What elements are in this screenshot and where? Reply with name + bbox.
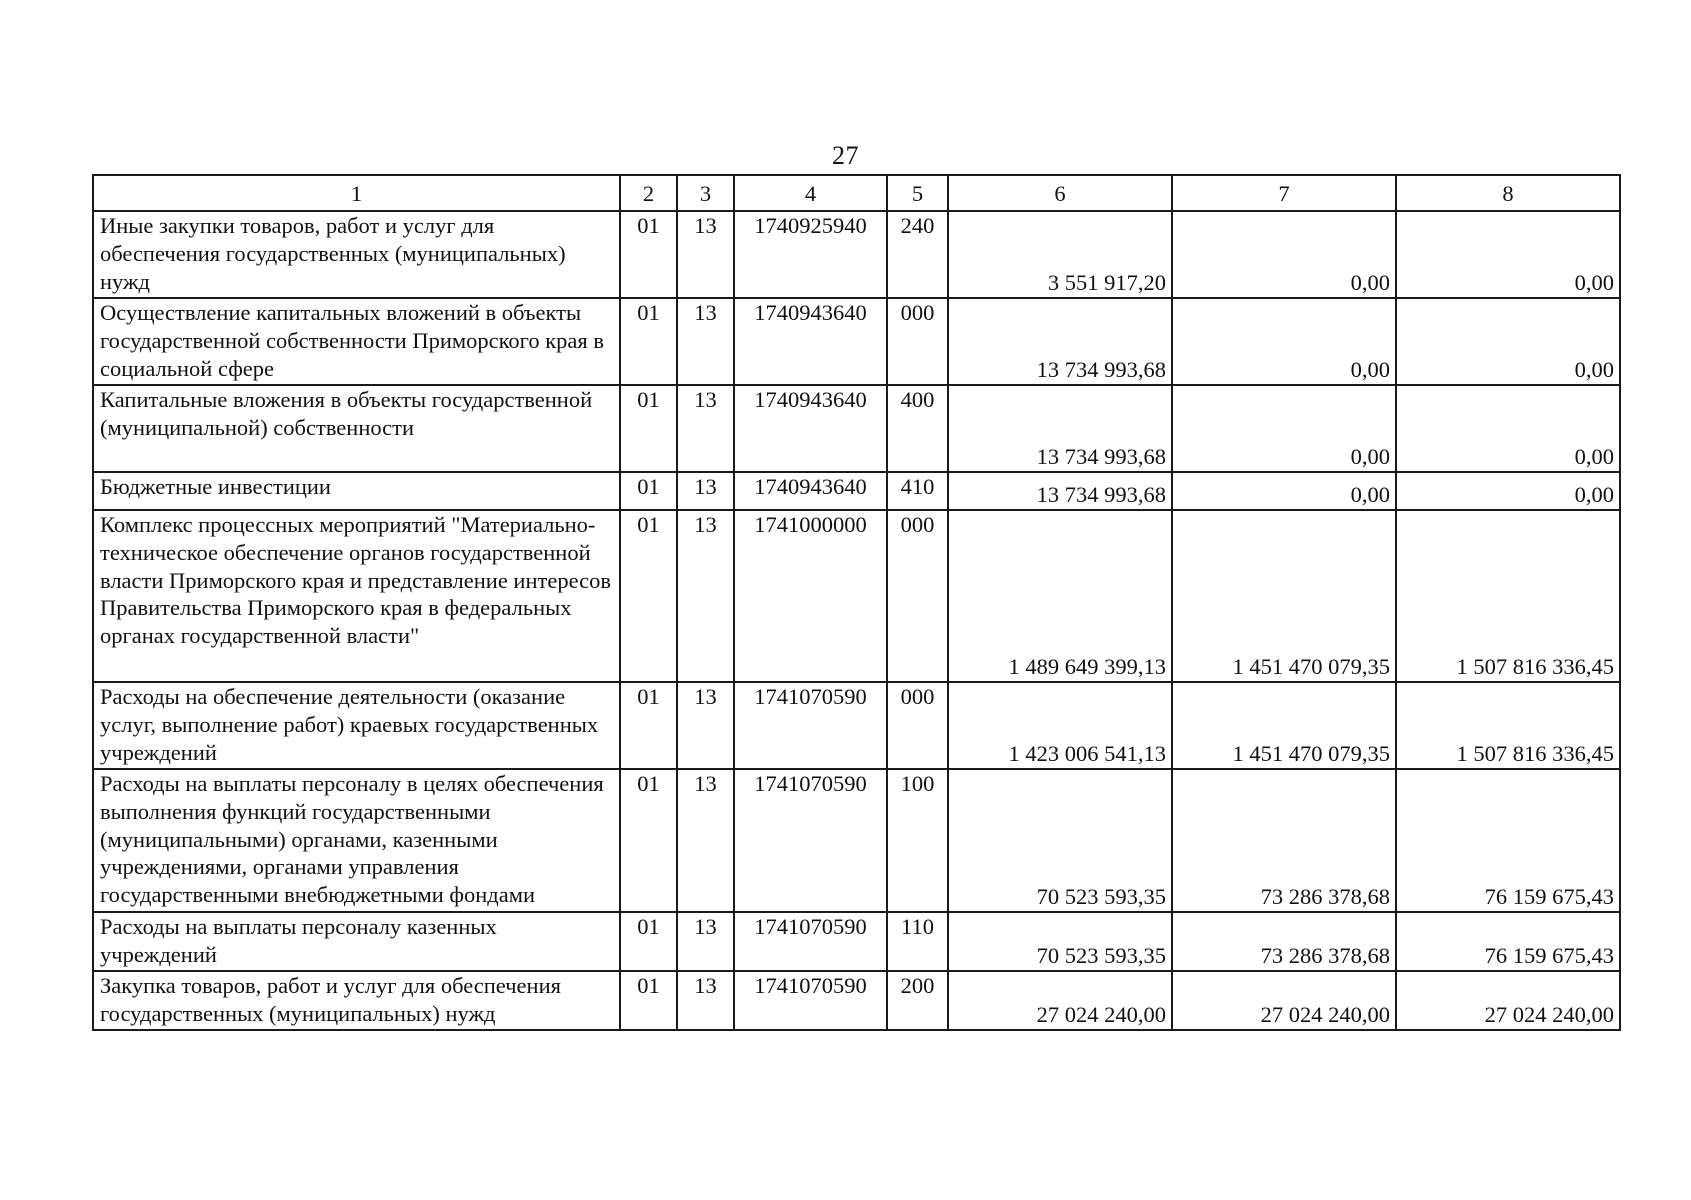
target-article-code: 1741070590 — [734, 769, 887, 912]
subsection-code: 13 — [677, 769, 734, 912]
row-description: Расходы на выплаты персоналу в целях обеспечения выполнения функций государственными (муниципальными) органами, казенными учреждениями, органами управления государственными внебюджетными фондами — [93, 769, 620, 912]
expense-type-code: 000 — [887, 510, 948, 682]
amount-col-7: 0,00 — [1172, 472, 1396, 510]
amount-col-8: 27 024 240,00 — [1396, 971, 1620, 1030]
subsection-code: 13 — [677, 682, 734, 769]
amount-col-7: 1 451 470 079,35 — [1172, 682, 1396, 769]
amount-col-8: 0,00 — [1396, 472, 1620, 510]
table-row — [93, 472, 1620, 510]
amount-col-7: 73 286 378,68 — [1172, 769, 1396, 912]
target-article-code: 1740943640 — [734, 385, 887, 472]
table-row — [93, 211, 1620, 298]
row-description: Закупка товаров, работ и услуг для обеспечения государственных (муниципальных) нужд — [93, 971, 620, 1030]
section-code: 01 — [620, 472, 677, 510]
amount-col-8: 0,00 — [1396, 211, 1620, 298]
column-header: 8 — [1396, 175, 1620, 211]
column-header: 4 — [734, 175, 887, 211]
column-header: 2 — [620, 175, 677, 211]
page-number: 27 — [832, 141, 859, 170]
expense-type-code: 410 — [887, 472, 948, 510]
amount-col-7: 73 286 378,68 — [1172, 912, 1396, 971]
column-header: 7 — [1172, 175, 1396, 211]
subsection-code: 13 — [677, 385, 734, 472]
amount-col-7: 0,00 — [1172, 385, 1396, 472]
section-code: 01 — [620, 912, 677, 971]
section-code: 01 — [620, 971, 677, 1030]
amount-col-6: 70 523 593,35 — [948, 769, 1172, 912]
table-row — [93, 769, 1620, 912]
amount-col-7: 27 024 240,00 — [1172, 971, 1396, 1030]
expense-type-code: 100 — [887, 769, 948, 912]
subsection-code: 13 — [677, 510, 734, 682]
subsection-code: 13 — [677, 211, 734, 298]
target-article-code: 1740943640 — [734, 472, 887, 510]
row-description: Расходы на обеспечение деятельности (оказание услуг, выполнение работ) краевых государственных учреждений — [93, 682, 620, 769]
amount-col-8: 0,00 — [1396, 298, 1620, 385]
expense-type-code: 000 — [887, 298, 948, 385]
section-code: 01 — [620, 298, 677, 385]
table-row — [93, 682, 1620, 769]
row-description: Капитальные вложения в объекты государственной (муниципальной) собственности — [93, 385, 620, 472]
expense-type-code: 110 — [887, 912, 948, 971]
amount-col-8: 76 159 675,43 — [1396, 912, 1620, 971]
target-article-code: 1741070590 — [734, 682, 887, 769]
table-row — [93, 385, 1620, 472]
target-article-code: 1740943640 — [734, 298, 887, 385]
amount-col-6: 13 734 993,68 — [948, 298, 1172, 385]
amount-col-6: 13 734 993,68 — [948, 472, 1172, 510]
amount-col-8: 1 507 816 336,45 — [1396, 682, 1620, 769]
amount-col-6: 27 024 240,00 — [948, 971, 1172, 1030]
header-row — [93, 175, 1620, 211]
target-article-code: 1740925940 — [734, 211, 887, 298]
expense-type-code: 400 — [887, 385, 948, 472]
subsection-code: 13 — [677, 298, 734, 385]
budget-table — [92, 174, 1621, 1031]
section-code: 01 — [620, 211, 677, 298]
table-row — [93, 298, 1620, 385]
amount-col-6: 3 551 917,20 — [948, 211, 1172, 298]
table-row — [93, 912, 1620, 971]
row-description: Бюджетные инвестиции — [93, 472, 620, 510]
amount-col-8: 1 507 816 336,45 — [1396, 510, 1620, 682]
column-header: 3 — [677, 175, 734, 211]
row-description: Осуществление капитальных вложений в объекты государственной собственности Приморского края в социальной сфере — [93, 298, 620, 385]
target-article-code: 1741000000 — [734, 510, 887, 682]
column-header: 5 — [887, 175, 948, 211]
target-article-code: 1741070590 — [734, 912, 887, 971]
section-code: 01 — [620, 682, 677, 769]
amount-col-6: 1 423 006 541,13 — [948, 682, 1172, 769]
subsection-code: 13 — [677, 912, 734, 971]
column-header: 6 — [948, 175, 1172, 211]
column-header: 1 — [93, 175, 620, 211]
section-code: 01 — [620, 510, 677, 682]
amount-col-8: 76 159 675,43 — [1396, 769, 1620, 912]
amount-col-6: 1 489 649 399,13 — [948, 510, 1172, 682]
amount-col-7: 0,00 — [1172, 298, 1396, 385]
amount-col-6: 70 523 593,35 — [948, 912, 1172, 971]
amount-col-8: 0,00 — [1396, 385, 1620, 472]
row-description: Комплекс процессных мероприятий "Материально-техническое обеспечение органов государственной власти Приморского края и представление интересов Правительства Приморского края в федеральных органах государственной власти" — [93, 510, 620, 682]
subsection-code: 13 — [677, 472, 734, 510]
section-code: 01 — [620, 385, 677, 472]
target-article-code: 1741070590 — [734, 971, 887, 1030]
row-description: Расходы на выплаты персоналу казенных учреждений — [93, 912, 620, 971]
expense-type-code: 200 — [887, 971, 948, 1030]
amount-col-7: 1 451 470 079,35 — [1172, 510, 1396, 682]
table-row — [93, 971, 1620, 1030]
expense-type-code: 000 — [887, 682, 948, 769]
subsection-code: 13 — [677, 971, 734, 1030]
amount-col-7: 0,00 — [1172, 211, 1396, 298]
row-description: Иные закупки товаров, работ и услуг для обеспечения государственных (муниципальных) нужд — [93, 211, 620, 298]
amount-col-6: 13 734 993,68 — [948, 385, 1172, 472]
table-row — [93, 510, 1620, 682]
section-code: 01 — [620, 769, 677, 912]
expense-type-code: 240 — [887, 211, 948, 298]
